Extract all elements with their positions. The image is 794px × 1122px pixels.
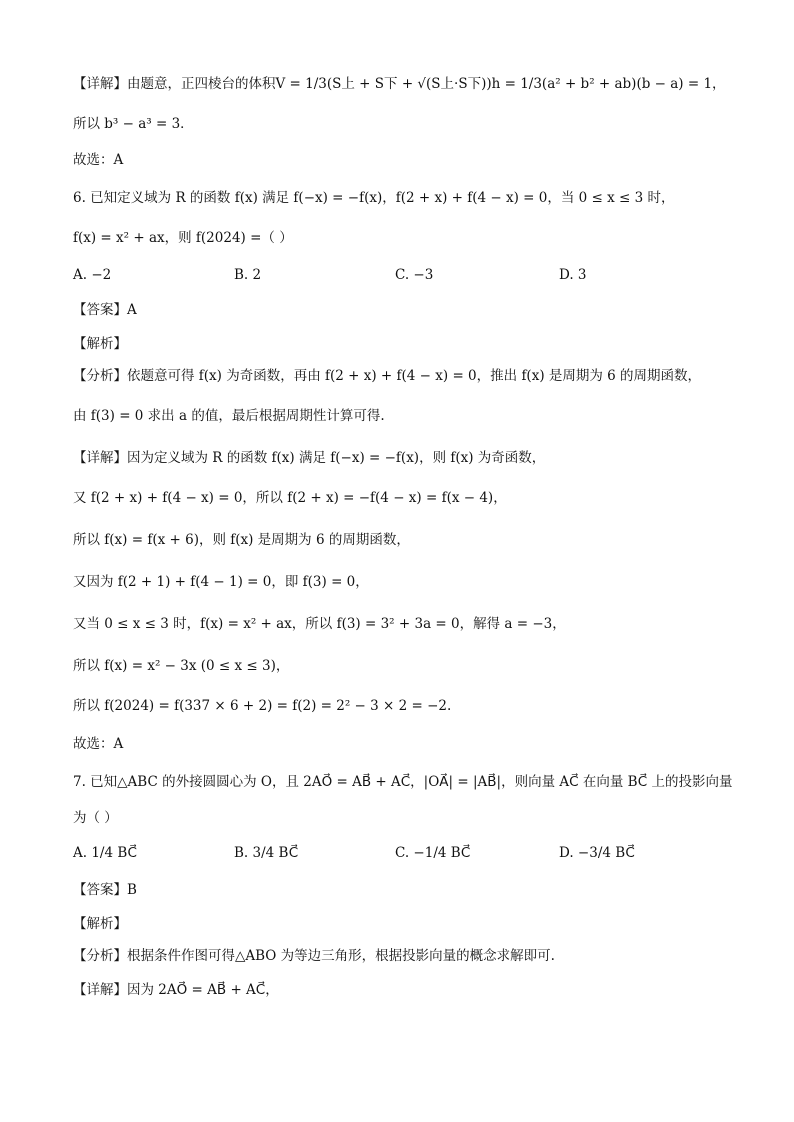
- text-line: 所以 f(2024) = f(337 × 6 + 2) = f(2) = 2² − 3 × 2 = −2.: [73, 698, 452, 714]
- text-line: 【分析】依题意可得 f(x) 为奇函数，再由 f(2 + x) + f(4 − x) = 0，推出 f(x) 是周期为 6 的周期函数，: [73, 368, 702, 384]
- answer-label: 【答案】B: [73, 882, 137, 898]
- option-c: C. −1/4 BC⃗: [395, 845, 471, 861]
- text-line: 所以 f(x) = x² − 3x (0 ≤ x ≤ 3)，: [73, 658, 290, 674]
- question-7-options: [73, 842, 734, 866]
- option-b: B. 2: [234, 267, 262, 283]
- option-c: C. −3: [395, 267, 434, 283]
- text-line: 所以 f(x) = f(x + 6)，则 f(x) 是周期为 6 的周期函数，: [73, 532, 410, 548]
- text-line: 故选：A: [73, 736, 124, 752]
- question-6-options: [73, 264, 734, 288]
- question-7-stem: 7. 已知△ABC 的外接圆圆心为 O，且 2AO⃗ = AB⃗ + AC⃗，|OA⃗| = |AB⃗|，则向量 AC⃗ 在向量 BC⃗ 上的投影向量: [73, 774, 733, 790]
- answer-label: 【答案】A: [73, 302, 137, 318]
- text-line: 又 f(2 + x) + f(4 − x) = 0，所以 f(2 + x) = −f(4 − x) = f(x − 4)，: [73, 490, 507, 506]
- option-a: A. 1/4 BC⃗: [73, 845, 137, 861]
- option-d: D. 3: [559, 267, 587, 283]
- text-line: 【详解】由题意，正四棱台的体积V = 1/3(S上 + S下 + √(S上·S下))h = 1/3(a² + b² + ab)(b − a) = 1，: [73, 76, 726, 92]
- option-b: B. 3/4 BC⃗: [234, 845, 299, 861]
- text-line: 【详解】因为定义域为 R 的函数 f(x) 满足 f(−x) = −f(x)，则 f(x) 为奇函数，: [73, 450, 546, 466]
- text-line: 所以 b³ − a³ = 3．: [73, 116, 194, 132]
- question-7-stem-cont: 为（ ）: [73, 810, 118, 826]
- text-line: 由 f(3) = 0 求出 a 的值，最后根据周期性计算可得.: [73, 408, 385, 424]
- option-a: A. −2: [73, 267, 112, 283]
- text-line: 【详解】因为 2AO⃗ = AB⃗ + AC⃗，: [73, 982, 279, 998]
- analysis-label: 【解析】: [73, 916, 127, 932]
- text-line: 又因为 f(2 + 1) + f(4 − 1) = 0，即 f(3) = 0，: [73, 574, 369, 590]
- question-6-stem: 6. 已知定义域为 R 的函数 f(x) 满足 f(−x) = −f(x)，f(2 + x) + f(4 − x) = 0，当 0 ≤ x ≤ 3 时，: [73, 190, 675, 206]
- option-d: D. −3/4 BC⃗: [559, 845, 635, 861]
- text-line: 故选：A: [73, 152, 124, 168]
- analysis-label: 【解析】: [73, 336, 127, 352]
- text-line: 【分析】根据条件作图可得△ABO 为等边三角形，根据投影向量的概念求解即可.: [73, 948, 555, 964]
- question-6-stem-cont: f(x) = x² + ax，则 f(2024) =（ ）: [73, 230, 293, 246]
- text-line: 又当 0 ≤ x ≤ 3 时，f(x) = x² + ax，所以 f(3) = 3² + 3a = 0，解得 a = −3，: [73, 616, 566, 632]
